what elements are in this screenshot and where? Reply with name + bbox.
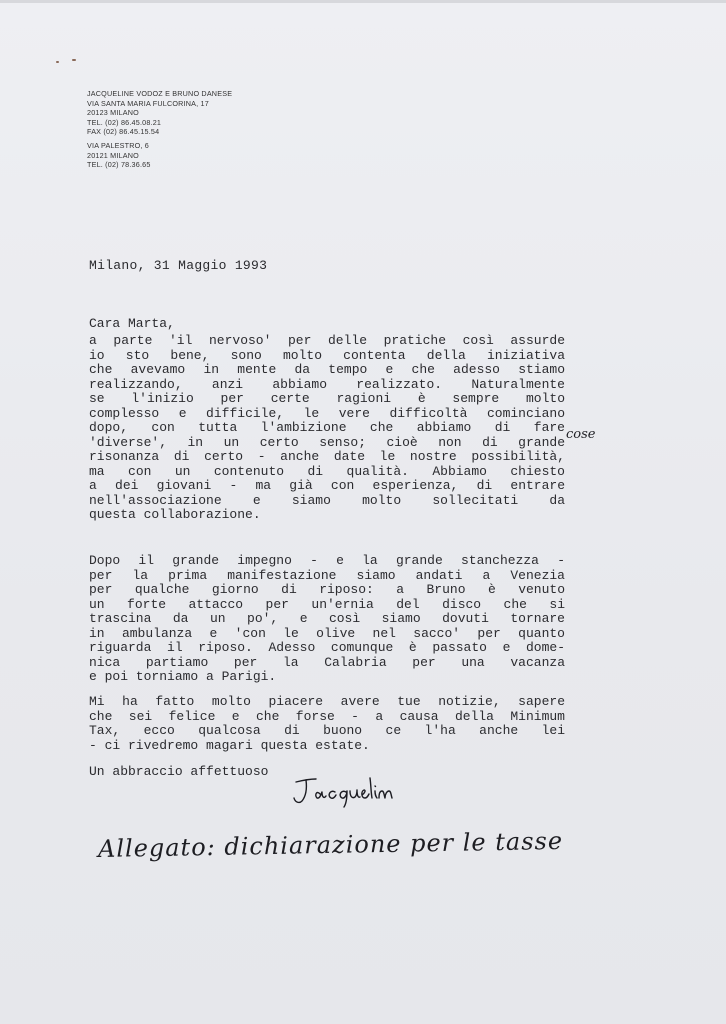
text-line: riguarda il riposo. Adesso comunque è passato e dome- xyxy=(89,640,565,655)
text-line: questa collaborazione. xyxy=(89,507,261,522)
text-line: se l'inizio per certe ragioni è sempre molto xyxy=(89,391,565,406)
text-line: Dopo il grande impegno - e la grande stanchezza - xyxy=(89,553,565,568)
text-line: complesso e difficile, le vere difficoltà cominciano xyxy=(89,405,565,421)
page-top-edge xyxy=(0,0,726,3)
letterhead-phone: TEL. (02) 86.45.08.21 xyxy=(87,117,162,127)
letterhead-name: JACQUELINE VODOZ E BRUNO DANESE xyxy=(87,89,233,98)
text-line: dopo, con tutta l'ambizione che abbiamo di fare xyxy=(89,420,565,435)
body-paragraph xyxy=(89,554,565,685)
handwritten-enclosure-note: Allegato: dichiarazione per le tasse xyxy=(97,826,564,863)
text-line: e poi torniamo a Parigi. xyxy=(89,669,277,684)
paper-speck xyxy=(72,59,76,61)
letterhead-city: 20123 MILANO xyxy=(87,108,139,118)
letterhead-fax: FAX (02) 86.45.15.54 xyxy=(87,127,160,137)
text-line: che sei felice e che forse - a causa della Minimum xyxy=(89,708,565,724)
handwritten-margin-note: cose xyxy=(566,427,596,442)
text-line: che avevamo in mente da tempo e che adesso stiamo xyxy=(89,362,565,377)
text-line: nell'associazione e siamo molto sollecitati da xyxy=(89,492,565,508)
text-line: nica partiamo per la Calabria per una vacanza xyxy=(89,654,565,670)
text-line: realizzando, anzi abbiamo realizzato. Naturalmente xyxy=(89,376,565,392)
letterhead-phone-secondary: TEL. (02) 78.36.65 xyxy=(87,160,151,170)
closing-line: Un abbraccio affettuoso xyxy=(89,764,269,779)
text-line: a dei giovani - ma già con esperienza, di entrare xyxy=(89,478,565,493)
text-line: risonanza di certo - anche date le nostre possibilità, xyxy=(89,449,565,464)
text-line: Tax, ecco qualcosa di buono ce l'ha anche lei xyxy=(89,723,565,738)
text-line: a parte 'il nervoso' per delle pratiche così assurde xyxy=(89,333,565,348)
text-line: io sto bene, sono molto contenta della iniziativa xyxy=(89,347,565,363)
text-line: per qualche giorno di riposo: a Bruno è venuto xyxy=(89,582,565,597)
text-line: trascina da un po', e così siamo dovuti tornare xyxy=(89,611,565,626)
text-line: 'diverse', in un certo senso; cioè non di grande xyxy=(89,434,565,450)
letterhead xyxy=(87,89,232,170)
text-line: in ambulanza e 'con le olive nel sacco' per quanto xyxy=(89,625,565,641)
body-paragraph xyxy=(89,334,565,523)
salutation: Cara Marta, xyxy=(89,316,175,331)
text-line: per la prima manifestazione siamo andati a Venezia xyxy=(89,567,565,583)
text-line: - ci rivedremo magari questa estate. xyxy=(89,737,370,753)
letterhead-city-secondary: 20121 MILANO xyxy=(87,150,139,160)
handwritten-signature xyxy=(290,770,402,810)
paper-speck xyxy=(56,61,59,63)
letter-date: Milano, 31 Maggio 1993 xyxy=(89,258,268,273)
text-line: ma con un contenuto di qualità. Abbiamo chiesto xyxy=(89,463,565,479)
body-paragraph xyxy=(89,695,565,753)
letterhead-address: VIA SANTA MARIA FULCORINA, 17 xyxy=(87,98,209,108)
text-line: un forte attacco per un'ernia del disco che si xyxy=(89,596,565,612)
letterhead-address-secondary: VIA PALESTRO, 6 xyxy=(87,140,149,150)
text-line: Mi ha fatto molto piacere avere tue notizie, sapere xyxy=(89,694,565,709)
